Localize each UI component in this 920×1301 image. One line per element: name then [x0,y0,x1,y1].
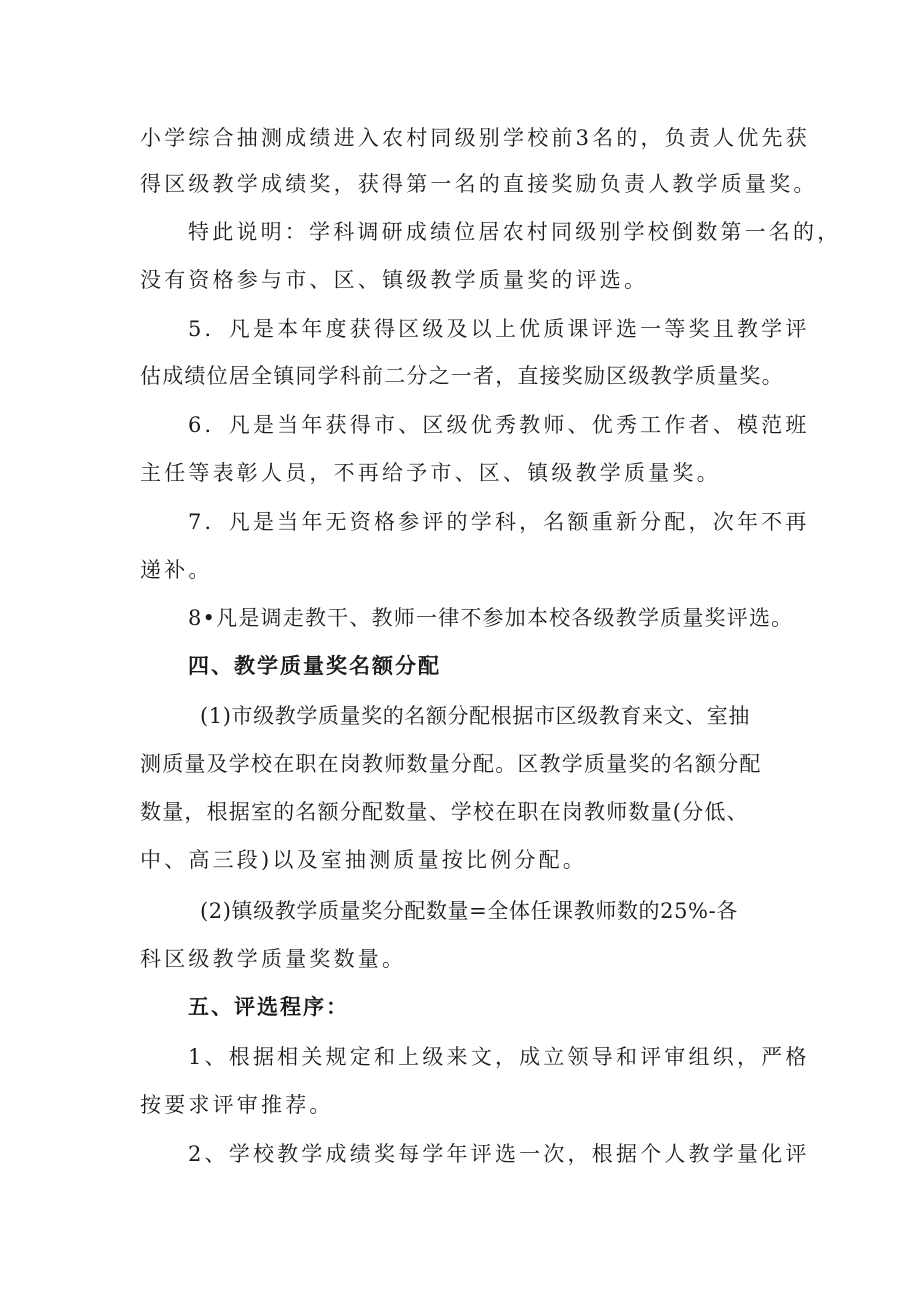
paragraph-line: 小学综合抽测成绩进入农村同级别学校前3名的，负责人优先获 [140,126,810,150]
procedure-2-line: 2、学校教学成绩奖每学年评选一次，根据个人教学量化评 [188,1142,810,1166]
paragraph-line: 得区级教学成绩奖，获得第一名的直接奖励负责人教学质量奖。 [140,172,818,196]
allocation-1-line: (1)市级教学质量奖的名额分配根据市区级教育来文、室抽 [200,704,750,728]
item-5-line: 5．凡是本年度获得区级及以上优质课评选一等奖且教学评 [188,317,810,341]
allocation-1-line: 测质量及学校在职在岗教师数量分配。区教学质量奖的名额分配 [140,752,762,776]
item-7-line: 递补。 [140,558,213,582]
section-heading-5: 五、评选程序： [188,995,349,1019]
allocation-2-line: 科区级教学质量奖数量。 [140,947,407,971]
item-8-line: 8•凡是调走教干、教师一律不参加本校各级教学质量奖评选。 [188,606,794,630]
procedure-1-line: 按要求评审推荐。 [140,1093,334,1117]
allocation-1-line: 数量，根据室的名额分配数量、学校在职在岗教师数量(分低、 [140,800,749,824]
item-5-line: 估成绩位居全镇同学科前二分之一者，直接奖励区级教学质量奖。 [140,364,784,388]
allocation-2-line: (2)镇级教学质量奖分配数量=全体任课教师数的25%-各 [200,899,738,923]
note-line: 特此说明：学科调研成绩位居农村同级别学校倒数第一名的， [188,220,842,244]
allocation-1-line: 中、高三段)以及室抽测质量按比例分配。 [140,848,587,872]
section-heading-4: 四、教学质量奖名额分配 [188,654,441,678]
note-line: 没有资格参与市、区、镇级教学质量奖的评选。 [140,268,649,292]
item-6-line: 主任等表彰人员，不再给予市、区、镇级教学质量奖。 [140,461,721,485]
item-7-line: 7．凡是当年无资格参评的学科，名额重新分配，次年不再 [188,510,810,534]
procedure-1-line: 1、根据相关规定和上级来文，成立领导和评审组织，严格 [188,1045,810,1069]
item-6-line: 6．凡是当年获得市、区级优秀教师、优秀工作者、模范班 [188,413,810,437]
